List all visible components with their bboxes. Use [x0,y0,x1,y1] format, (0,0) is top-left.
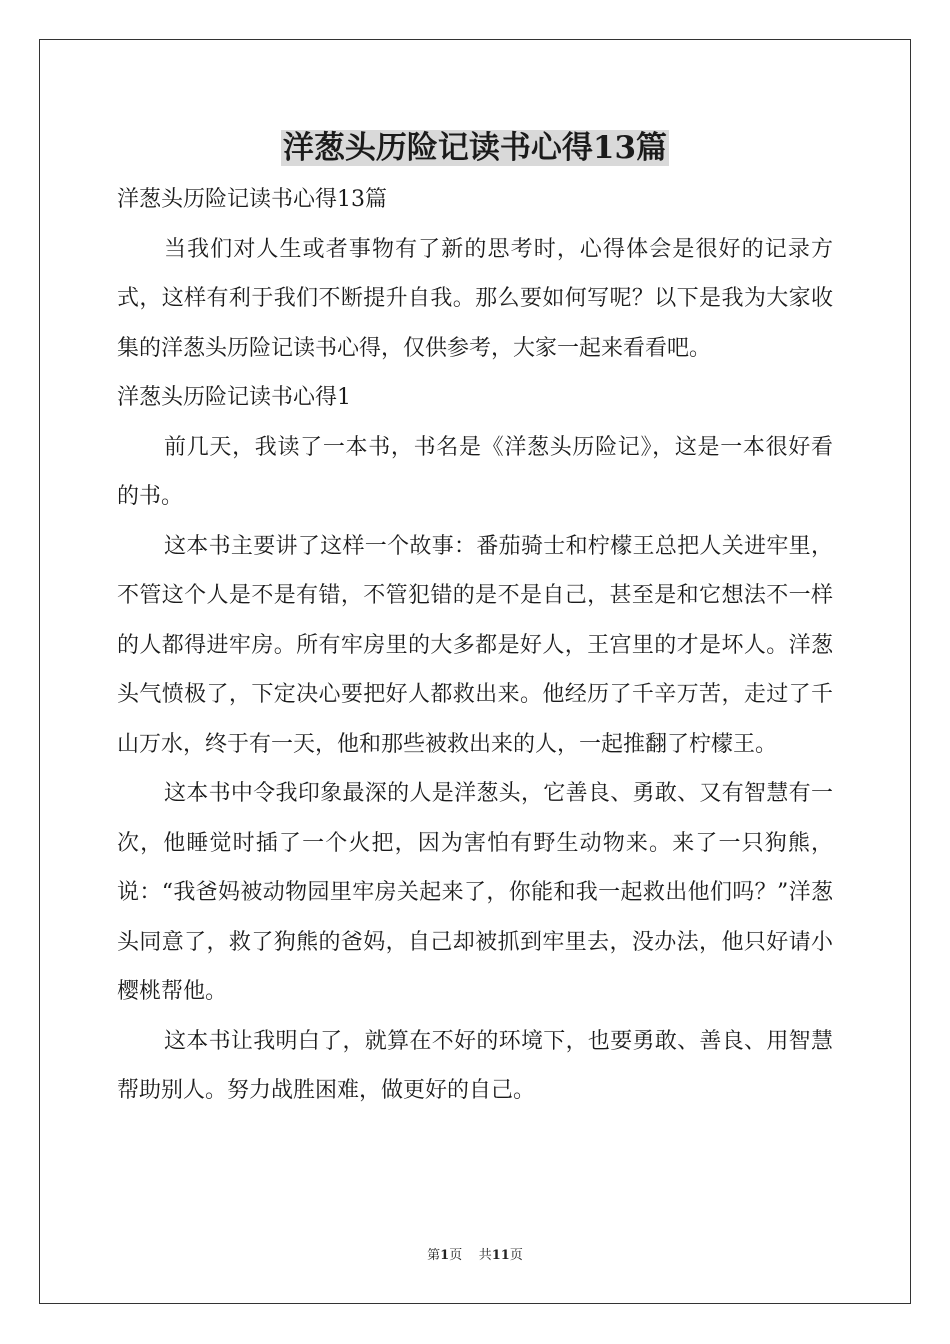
page-number: 1 [440,1248,450,1263]
document-title [0,124,950,172]
total-suffix: 页 [509,1248,523,1263]
section-heading: 洋葱头历险记读书心得1 [117,385,351,410]
page-prefix: 第 [427,1248,441,1263]
body-paragraph: 这本书主要讲了这样一个故事：番茄骑士和柠檬王总把人关进牢里，不管这个人是不是有错，不管犯错的是不是自己，甚至是和它想法不一样的人都得进牢房。所有牢房里的大多都是好人，王宫里的才是坏人。洋葱头气愤极了，下定决心要把好人都救出来。他经历了千辛万苦，走过了千山万水，终于有一天，他和那些被救出来的人，一起推翻了柠檬王。 [117,533,833,757]
page-footer [0,1244,950,1263]
body-paragraph: 这本书中令我印象最深的人是洋葱头，它善良、勇敢、又有智慧有一次，他睡觉时插了一个火把，因为害怕有野生动物来。来了一只狗熊，说：“我爸妈被动物园里牢房关起来了，你能和我一起救出他们吗？”洋葱头同意了，救了狗熊的爸妈，自己却被抓到牢里去，没办法，他只好请小樱桃帮他。 [117,781,833,1004]
intro-paragraph: 当我们对人生或者事物有了新的思考时，心得体会是很好的记录方式，这样有利于我们不断提升自我。那么要如何写呢？以下是我为大家收集的洋葱头历险记读书心得，仅供参考，大家一起来看看吧。 [117,236,833,361]
total-prefix: 共 [478,1248,492,1263]
page-suffix: 页 [449,1248,463,1263]
document-title-text: 洋葱头历险记读书心得13篇 [282,130,668,166]
body-paragraph: 前几天，我读了一本书，书名是《洋葱头历险记》，这是一本很好看的书。 [117,434,833,509]
body-paragraph: 这本书让我明白了，就算在不好的环境下，也要勇敢、善良、用智慧帮助别人。努力战胜困难，做更好的自己。 [117,1028,833,1103]
subtitle-line: 洋葱头历险记读书心得13篇 [117,187,387,212]
document-body [117,175,833,1116]
total-pages: 11 [491,1248,510,1263]
